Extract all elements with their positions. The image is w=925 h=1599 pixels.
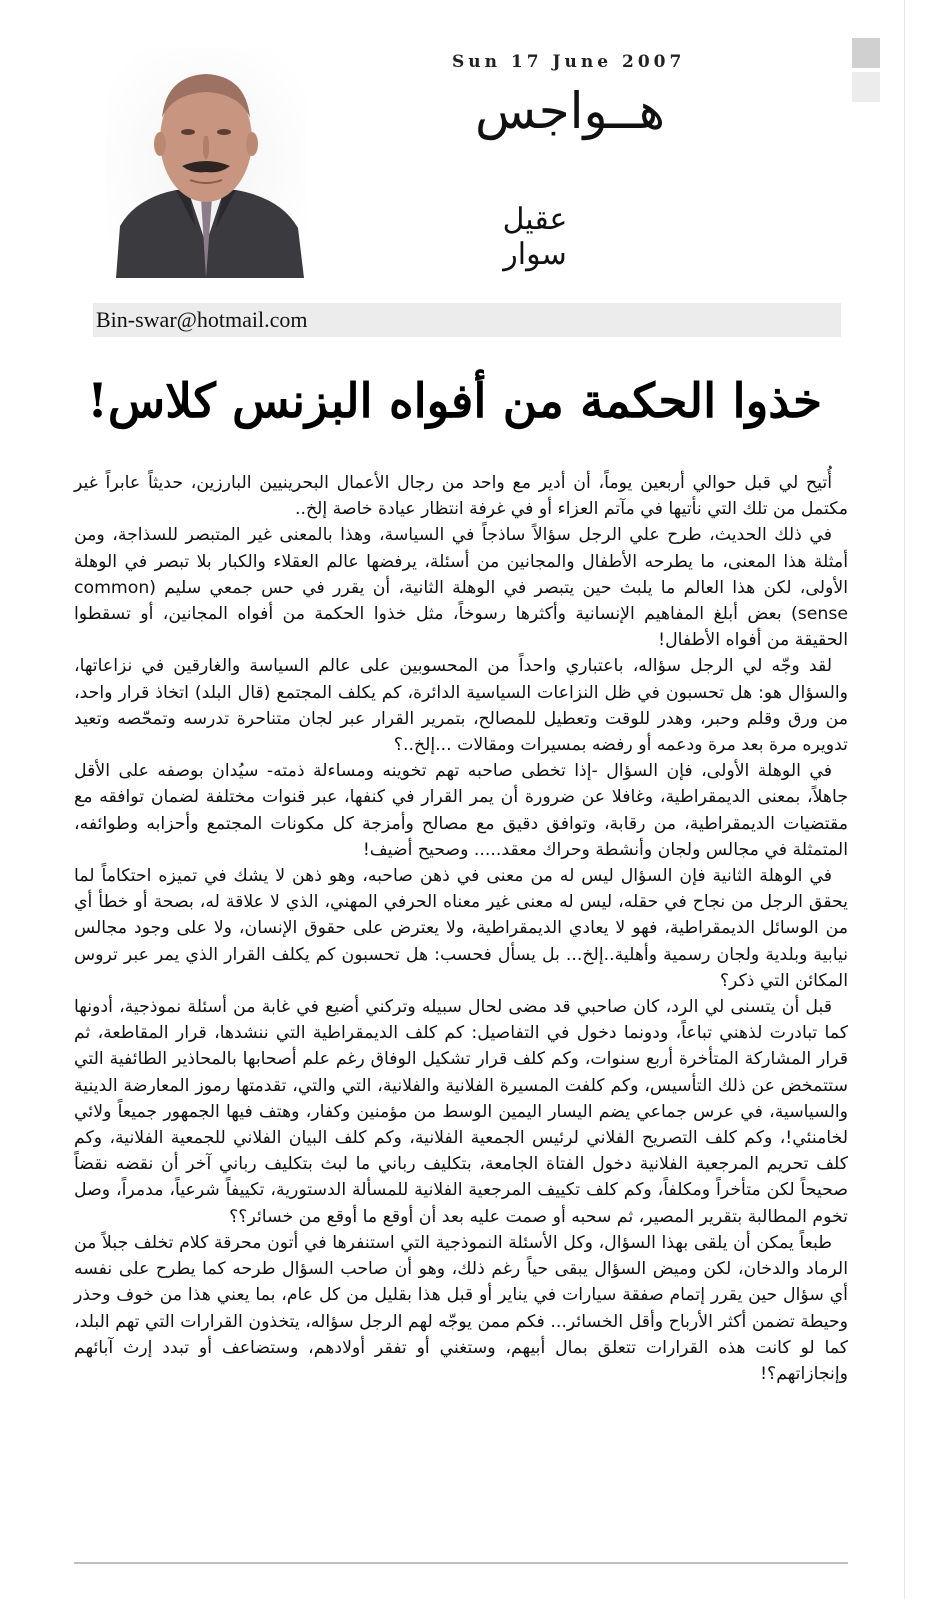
author-photo bbox=[106, 48, 306, 278]
page-edge-rule bbox=[904, 0, 905, 1599]
article-paragraph: أُتيح لي قبل حوالي أربعين يوماً، أن أدير مع واحد من رجال الأعمال البحرينيين البارزين، حديثاً عابراً غير مكتمل من تلك التي نأتيها في مآتم العزاء أو في غرفة انتظار عيادة خاصة إلخ.. bbox=[74, 473, 848, 520]
article-paragraph: لقد وجّه لي الرجل سؤاله، باعتباري واحداً من المحسوبين على عالم السياسة والغارقين في نزاعاتها، والسؤال هو: هل تحسبون في ظل النزاعات السياسية الدائرة، كم يكلف المجتمع (قال البلد) اتخاذ قرار واحد، من ورق وقلم وحبر، وهدر للوقت وتعطيل للمصالح، بتمرير القرار عبر لجان متناحرة تدرسه وتمحّصه وتعيد تدويره مرة بعد مرة ودعمه أو رفضه بمسيرات ومقالات ...إلخ..؟ bbox=[74, 656, 848, 756]
article-headline: خذوا الحكمة من أفواه البزنس كلاس! bbox=[87, 374, 822, 429]
scrollbar-track[interactable] bbox=[852, 72, 880, 102]
publication-date: Sun 17 June 2007 bbox=[452, 52, 686, 72]
article-paragraph: طبعاً يمكن أن يلقى بهذا السؤال، وكل الأسئلة النموذجية التي استنفرها في أتون محرقة كلام تخلف جبلاً من الرماد والدخان، لكن وميض السؤال يبقى حياً رغم ذلك، وهو أن صاحب السؤال طرحه كما يطرح على نفسه أي سؤال حين يقرر إتمام صفقة سيارات في يناير أو قبل هذا بقليل من كل عام، بما يعني هذا من خوف وحذر وحيطة تضمن أكثر الأرباح وأقل الخسائر... فكم ممن يوجّه لهم الرجل سؤاله، يتخذون القرارات التي تهم البلد، كما لو كانت هذه القرارات تتعلق بمال أبيهم، وستغني أو تفقر أولادهم، وستضاعف أو تبدد إرث آبائهم وإنجازاتهم؟! bbox=[74, 1232, 848, 1384]
scrollbar[interactable] bbox=[852, 38, 880, 104]
article-paragraph: في الوهلة الثانية فإن السؤال ليس له من معنى في ذهن صاحبه، وهو ذهن لا يشك في تميزه احتكاماً لما يحقق الرجل من نجاح في حقله، ليس له معنى غير معناه الحرفي المهني، الذي لا علاقة له، بصحة أو خطأ أي من الوسائل الديمقراطية، فهو لا يعادي الديمقراطية، ولا يعترض على حقوق الإنسان، ولا على وجود مجالس نيابية وبلدية ولجان رسمية وأهلية..إلخ... بل يسأل فحسب: هل تحسبون كم يكلف القرار الذي يمر عبر تروس المكائن التي ذكر؟ bbox=[74, 866, 848, 991]
article-paragraph: في ذلك الحديث، طرح علي الرجل سؤالاً ساذجاً في السياسة، وهذا بالمعنى غير المتبصر للسذاجة، ومن أمثلة هذا المعنى، ما يطرحه الأطفال والمجانين من أسئلة، يرفضها عالم العقلاء والكبار بلا تبصر في الوهلة الأولى، لكن هذا العالم ما يلبث حين يتبصر في الوهلة الثانية، أن يقرر في حس جمعي سليم (common sense) بعض أبلغ المفاهيم الإنسانية وأكثرها رسوخاً، مثل خذوا الحكمة من أفواه المجانين، أو تسقطوا الحقيقة من أفواه الأطفال! bbox=[74, 525, 848, 651]
article-end-rule bbox=[74, 1562, 848, 1564]
article-paragraph: في الوهلة الأولى، فإن السؤال -إذا تخطى صاحبه تهم تخوينه ومساءلة ذمته- سيُدان بوصفه على الأقل جاهلاً، بمعنى الديمقراطية، وغافلا عن ضرورة أن يمر القرار في كنفها، عبر قنوات مختلفة لضمان توافقه مع مقتضيات الديمقراطية، من رقابة، وتوافق دقيق مع مصالح وأمزجة كل مكونات المجتمع وأحزابه وطوائفه، المتمثلة في مجالس ولجان وأنشطة وحراك معقد..... وصحيح أضيف! bbox=[74, 761, 848, 860]
author-name: عقيل سوار bbox=[502, 202, 568, 272]
article-body bbox=[74, 470, 848, 1387]
article-paragraph: قبل أن يتسنى لي الرد، كان صاحبي قد مضى لحال سبيله وتركني أضيع في غابة من أسئلة نموذجية، أدونها كما تبادرت لذهني تباعاً، ودونما دخول في التفاصيل: كم كلف الديمقراطية التي ننشدها، قرار المقاطعة، ثم قرار المشاركة المتأخرة أربع سنوات، وكم كلف قرار تشكيل الوفاق رغم علم أصحابها بالمحاذير الطائفية التي ستتمخض عن ذلك التأسيس، وكم كلفت المسيرة الفلانية والفلانية، التي والتي، تقدمتها رموز المعارضة الدينية والسياسية، في عرس جماعي يضم اليسار اليمين الوسط من مؤمنين وكفار، وهتف فيها الجمهور جميعاً ولائي لخامنئي!، وكم كلف التصريح الفلاني لرئيس الجمعية الفلانية، وكم كلف البيان الفلاني للجمعية الفلانية، وكم كلف تحريم المرجعية الفلانية دخول الفتاة الجامعة، بتكليف رباني ما لبث بتكليف رباني آخر أن نقضه نقضاً صحيحاً لكن متأخراً ومكلفاً، وكم كلف تكييف المرجعية الفلانية للمسألة الدستورية، تكييفاً شرعياً، مدمراً، وصل تخوم المطالبة بتقرير المصير، ثم سحبه أو صمت عليه بعد أن أوقع ما أوقع من خسائر؟؟ bbox=[74, 997, 848, 1227]
scrollbar-thumb[interactable] bbox=[852, 38, 880, 68]
author-email[interactable]: Bin-swar@hotmail.com bbox=[96, 307, 308, 332]
column-name: هــواجس bbox=[474, 82, 666, 140]
